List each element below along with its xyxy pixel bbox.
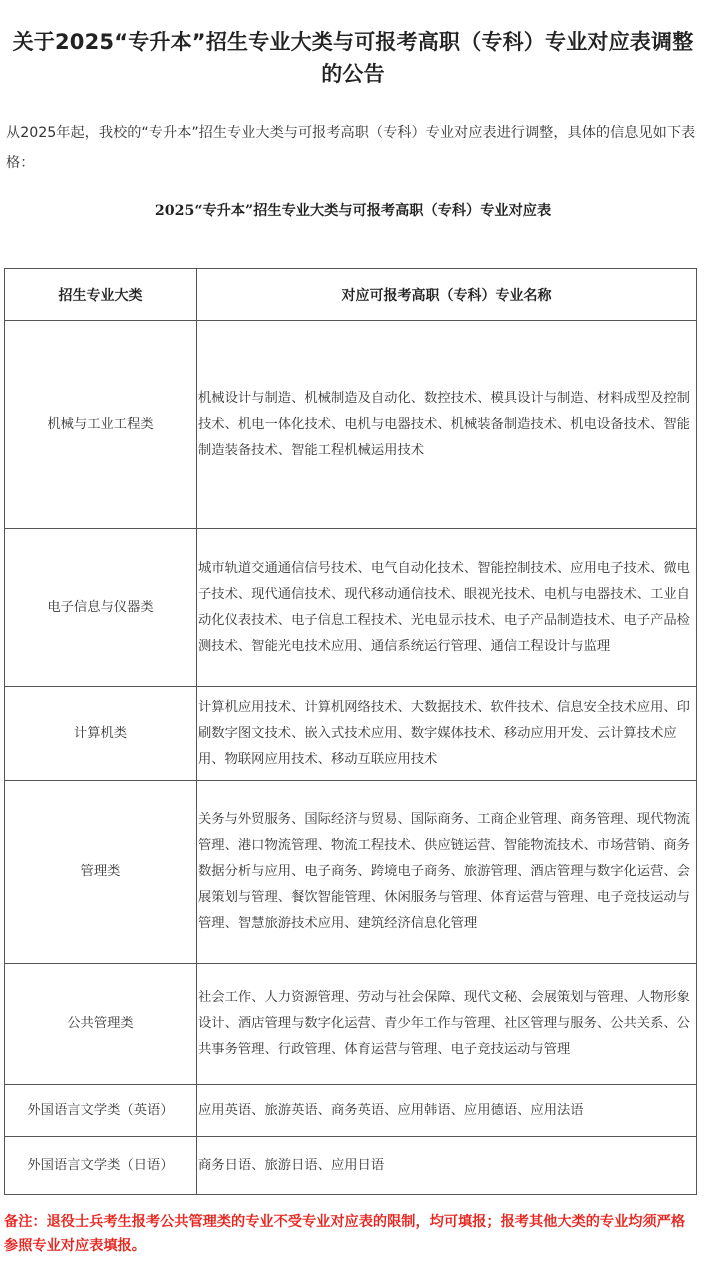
table-row [5,529,697,687]
row-majors: 社会工作、人力资源管理、劳动与社会保障、现代文秘、会展策划与管理、人物形象设计、酒店管理与数字化运营、青少年工作与管理、社区管理与服务、公共关系、公共事务管理、行政管理、体育运营与管理、电子竞技运动与管理 [197,964,697,1085]
row-majors: 应用英语、旅游英语、商务英语、应用韩语、应用德语、应用法语 [197,1085,697,1137]
row-category: 电子信息与仪器类 [5,529,197,687]
intro-paragraph: 从2025年起，我校的“专升本”招生专业大类与可报考高职（专科）专业对应表进行调整，具体的信息见如下表格： [6,125,696,171]
row-category: 管理类 [5,781,197,964]
table-row [5,321,697,529]
row-category: 机械与工业工程类 [5,321,197,529]
row-category: 外国语言文学类（英语） [5,1085,197,1137]
row-majors: 关务与外贸服务、国际经济与贸易、国际商务、工商企业管理、商务管理、现代物流管理、港口物流管理、物流工程技术、供应链运营、智能物流技术、市场营销、商务数据分析与应用、电子商务、跨境电子商务、旅游管理、酒店管理与数字化运营、会展策划与管理、餐饮智能管理、休闲服务与管理、体育运营与管理、电子竞技运动与管理、智慧旅游技术应用、建筑经济信息化管理 [197,781,697,964]
table-row [5,1085,697,1137]
footnote-remark: 备注：退役士兵考生报考公共管理类的专业不受专业对应表的限制，均可填报；报考其他大类的专业均须严格参照专业对应表填报。 [4,1214,686,1254]
row-category: 外国语言文学类（日语） [5,1137,197,1195]
row-category: 公共管理类 [5,964,197,1085]
row-majors: 计算机应用技术、计算机网络技术、大数据技术、软件技术、信息安全技术应用、印刷数字图文技术、嵌入式技术应用、数字媒体技术、移动应用开发、云计算技术应用、物联网应用技术、移动互联应用技术 [197,687,697,781]
table-header-row [5,269,697,321]
header-category: 招生专业大类 [5,269,197,321]
row-majors: 商务日语、旅游日语、应用日语 [197,1137,697,1195]
table-row [5,781,697,964]
page-title: 关于2025“专升本”招生专业大类与可报考高职（专科）专业对应表调整的公告 [12,30,694,86]
row-majors: 城市轨道交通通信信号技术、电气自动化技术、智能控制技术、应用电子技术、微电子技术、现代通信技术、现代移动通信技术、眼视光技术、电机与电器技术、工业自动化仪表技术、电子信息工程技术、光电显示技术、电子产品制造技术、电子产品检测技术、智能光电技术应用、通信系统运行管理、通信工程设计与监理 [197,529,697,687]
table-row [5,1137,697,1195]
table-caption: 2025“专升本”招生专业大类与可报考高职（专科）专业对应表 [154,203,552,219]
row-category: 计算机类 [5,687,197,781]
table-row [5,687,697,781]
row-majors: 机械设计与制造、机械制造及自动化、数控技术、模具设计与制造、材料成型及控制技术、机电一体化技术、电机与电器技术、机械装备制造技术、机电设备技术、智能制造装备技术、智能工程机械运用技术 [197,321,697,529]
major-mapping-table [4,268,697,1195]
header-majors: 对应可报考高职（专科）专业名称 [197,269,697,321]
table-row [5,964,697,1085]
